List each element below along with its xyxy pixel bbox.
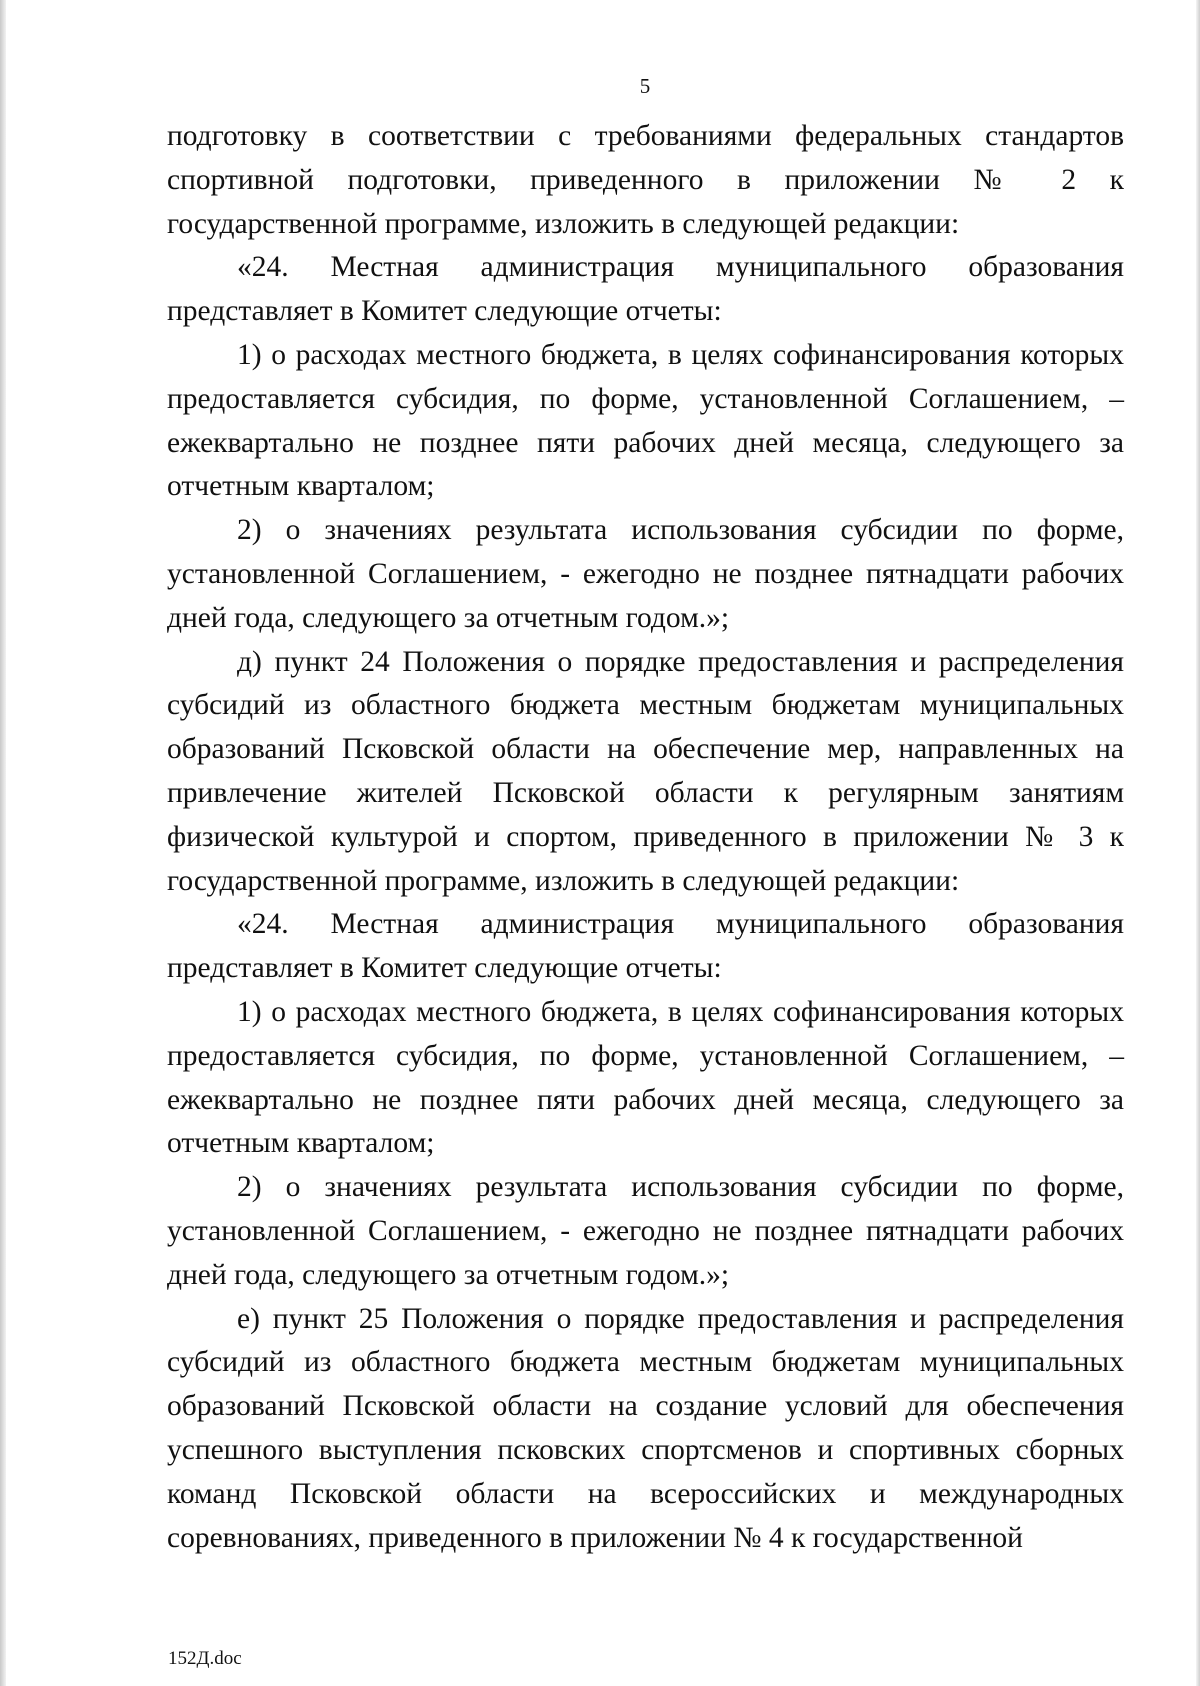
paragraph-subitem-2: 2) о значениях результата использования субсидии по форме, установленной Соглашением, - ежегодно не позднее пятнадцати рабочих дней года, следующего за отчетным годом.»;: [167, 514, 1124, 634]
paragraph-item-24-quote: «24. Местная администрация муниципального образования представляет в Комитет следующие отчеты:: [167, 251, 1124, 328]
scan-edge-right: [1196, 0, 1200, 1686]
paragraph-item-d: д) пункт 24 Положения о порядке предоставления и распределения субсидий из областного бюджета местным бюджетам муниципальных образований Псковской области на обеспечение мер, направленных на привлечение жителей Псковской области к регулярным занятиям физической культурой и спортом, приведенного в приложении № 3 к государственной программе, изложить в следующей редакции:: [167, 645, 1124, 897]
paragraph-subitem-1: 1) о расходах местного бюджета, в целях софинансирования которых предоставляется субсидия, по форме, установленной Соглашением, – ежеквартально не позднее пяти рабочих дней месяца, следующего за отчетным кварталом;: [167, 995, 1124, 1160]
page-number: 5: [639, 74, 651, 98]
paragraph-subitem-2: 2) о значениях результата использования субсидии по форме, установленной Соглашением, - ежегодно не позднее пятнадцати рабочих дней года, следующего за отчетным годом.»;: [167, 1171, 1124, 1291]
paragraph-item-e: е) пункт 25 Положения о порядке предоставления и распределения субсидий из областного бюджета местным бюджетам муниципальных образований Псковской области на создание условий для обеспечения успешного выступления псковских спортсменов и спортивных сборных команд Псковской области на всероссийских и международных соревнованиях, приведенного в приложении № 4 к государственной: [167, 1302, 1124, 1554]
footer-filename: 152Д.doc: [168, 1648, 242, 1669]
document-body: [167, 115, 1124, 1560]
paragraph-item-24-quote: «24. Местная администрация муниципального образования представляет в Комитет следующие отчеты:: [167, 908, 1124, 985]
scan-edge-left: [0, 0, 6, 1686]
paragraph-subitem-1: 1) о расходах местного бюджета, в целях софинансирования которых предоставляется субсидия, по форме, установленной Соглашением, – ежеквартально не позднее пяти рабочих дней месяца, следующего за отчетным кварталом;: [167, 338, 1124, 503]
paragraph-continuation: подготовку в соответствии с требованиями федеральных стандартов спортивной подготовки, приведенного в приложении № 2 к государственной программе, изложить в следующей редакции:: [167, 120, 1124, 240]
